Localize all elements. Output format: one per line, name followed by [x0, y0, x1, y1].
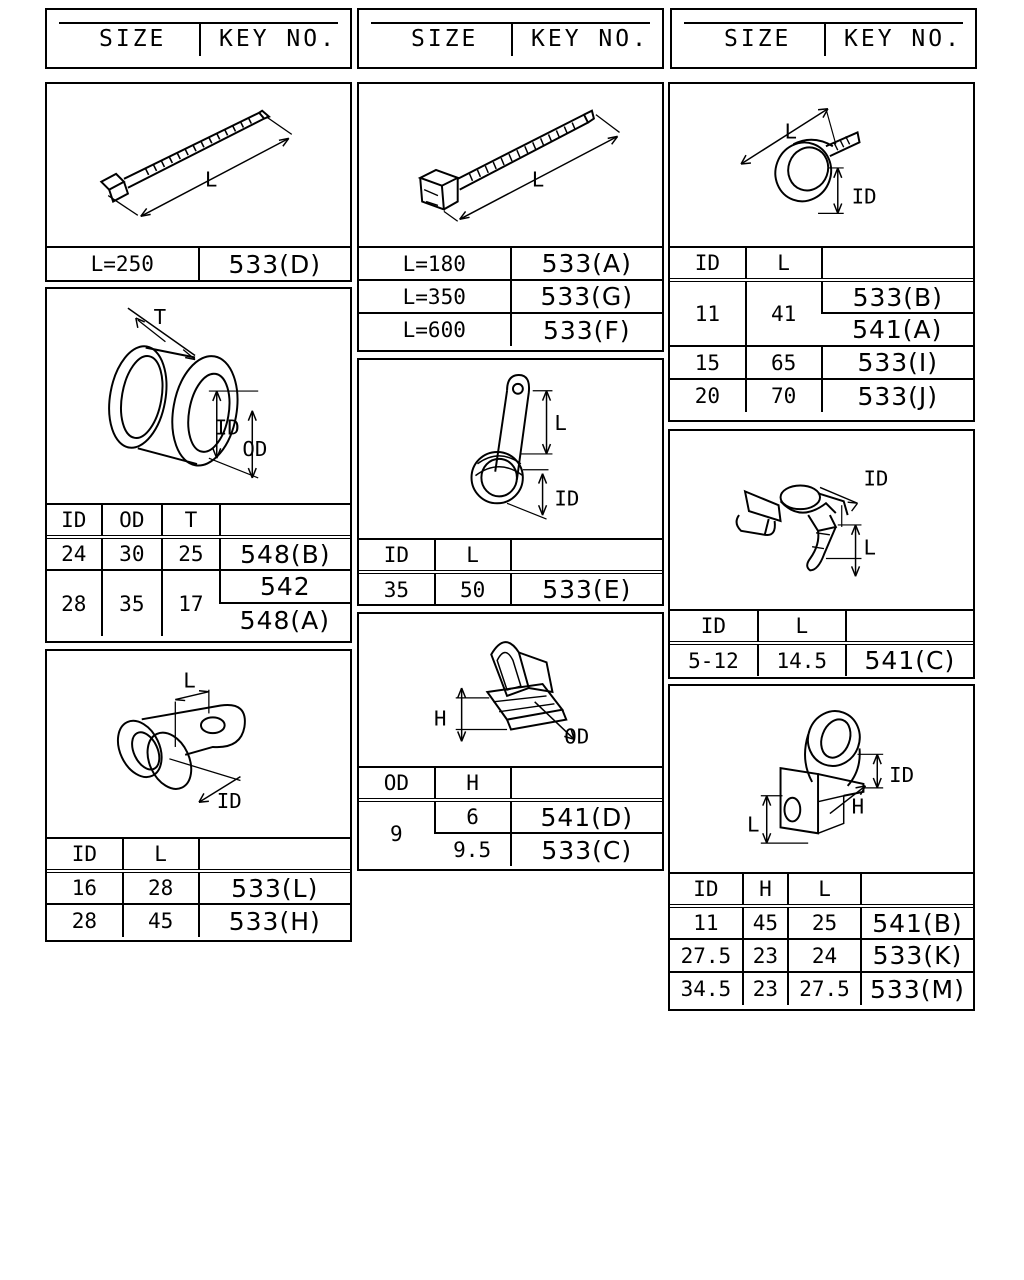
eye-clamp-table	[47, 837, 350, 937]
col-header: OD	[102, 504, 163, 537]
key-cell: 533(C)	[511, 833, 663, 866]
dim-label-L: L	[183, 668, 196, 693]
l-cell: 28	[123, 871, 199, 904]
header-key-label: KEY NO.	[844, 26, 962, 52]
dim-label-L: L	[863, 535, 876, 560]
push-clip-table	[359, 766, 662, 866]
col-header: L	[435, 539, 511, 572]
key-cell: 533(H)	[199, 904, 351, 937]
l-cell: 41	[746, 280, 822, 346]
dim-label-ID: ID	[216, 789, 242, 814]
header-size-label: SIZE	[724, 26, 792, 52]
l-cell: 25	[788, 906, 861, 939]
table-header-row	[359, 767, 662, 800]
col-header	[861, 873, 973, 906]
header-divider	[511, 24, 513, 56]
header-divider	[824, 24, 826, 56]
col-header: ID	[47, 504, 102, 537]
ring-clip-panel	[668, 82, 975, 422]
l-cell: 24	[788, 939, 861, 972]
table-row	[670, 972, 973, 1005]
dim-label-OD: OD	[242, 437, 268, 462]
id-cell: 35	[359, 572, 435, 605]
spring-clip-drawing	[670, 431, 973, 609]
tab-clamp-table	[359, 538, 662, 605]
dim-label-ID: ID	[863, 466, 889, 491]
table-row	[47, 537, 350, 570]
t-cell: 17	[162, 570, 220, 636]
dim-label-T: T	[153, 304, 167, 329]
col-header	[822, 247, 974, 280]
id-cell: 15	[670, 346, 746, 379]
table-header-row	[670, 610, 973, 643]
col-header	[511, 767, 663, 800]
l-cell: 14.5	[758, 643, 846, 676]
h-cell: 23	[743, 939, 788, 972]
key-cell: 533(A)	[511, 247, 663, 280]
size-cell: L=180	[359, 247, 511, 280]
table-row	[359, 247, 662, 280]
col-header: ID	[670, 247, 746, 280]
key-cell: 533(J)	[822, 379, 974, 412]
bracket-clamp-table	[670, 872, 973, 1005]
dim-label-H: H	[434, 706, 447, 731]
key-cell: 533(M)	[861, 972, 973, 1005]
l-cell: 45	[123, 904, 199, 937]
grommet-drawing	[47, 289, 350, 503]
dim-label-ID: ID	[214, 415, 240, 440]
header-size-label: SIZE	[411, 26, 479, 52]
key-cell: 541(A)	[822, 313, 974, 346]
dim-label-ID: ID	[889, 762, 915, 787]
cable-tie-long-drawing	[359, 84, 662, 246]
l-cell: 70	[746, 379, 822, 412]
col-header: L	[788, 873, 861, 906]
dim-label-H: H	[851, 794, 865, 819]
eye-clamp-panel	[45, 649, 352, 942]
h-cell: 9.5	[435, 833, 511, 866]
id-cell: 16	[47, 871, 123, 904]
id-cell: 34.5	[670, 972, 743, 1005]
col-header: H	[743, 873, 788, 906]
tab-clamp-panel	[357, 358, 664, 606]
table-row	[359, 800, 662, 833]
l-cell: 27.5	[788, 972, 861, 1005]
id-cell: 5-12	[670, 643, 758, 676]
header-col-3	[670, 8, 977, 69]
dim-label-ID: ID	[554, 486, 580, 511]
od-cell: 35	[102, 570, 163, 636]
table-header-row	[670, 247, 973, 280]
l-cell: 65	[746, 346, 822, 379]
table-row	[670, 939, 973, 972]
cable-tie-long-table	[359, 246, 662, 346]
key-cell: 533(E)	[511, 572, 663, 605]
table-row	[47, 247, 350, 280]
header-key-label: KEY NO.	[531, 26, 649, 52]
dim-label-L: L	[204, 167, 218, 192]
key-cell: 533(L)	[199, 871, 351, 904]
key-cell: 542	[220, 570, 350, 603]
id-cell: 11	[670, 280, 746, 346]
col-header	[199, 838, 351, 871]
col-header: L	[758, 610, 846, 643]
key-cell: 533(K)	[861, 939, 973, 972]
key-cell: 548(B)	[220, 537, 350, 570]
push-clip-drawing	[359, 614, 662, 766]
tab-clamp-drawing	[359, 360, 662, 538]
col-header: OD	[359, 767, 435, 800]
header-size-label: SIZE	[99, 26, 167, 52]
dim-label-L: L	[746, 812, 760, 837]
size-cell: L=250	[47, 247, 199, 280]
id-cell: 27.5	[670, 939, 743, 972]
table-header-row	[359, 539, 662, 572]
h-cell: 45	[743, 906, 788, 939]
ring-clip-table	[670, 246, 973, 412]
dim-label-L: L	[784, 119, 797, 144]
key-cell: 533(B)	[822, 280, 974, 313]
od-cell: 30	[102, 537, 163, 570]
dim-label-OD: OD	[564, 724, 590, 749]
spring-clip-panel	[668, 429, 975, 679]
key-cell: 533(D)	[199, 247, 351, 280]
table-row	[47, 570, 350, 603]
col-header	[846, 610, 973, 643]
grommet-table	[47, 503, 350, 636]
table-header-row	[47, 504, 350, 537]
table-row	[670, 346, 973, 379]
od-cell: 9	[359, 800, 435, 866]
table-row	[670, 280, 973, 313]
size-cell: L=350	[359, 280, 511, 313]
dim-label-L: L	[554, 411, 567, 436]
table-row	[47, 904, 350, 937]
bracket-clamp-drawing	[670, 686, 973, 872]
id-cell: 28	[47, 904, 123, 937]
spring-clip-table	[670, 609, 973, 676]
col-header: ID	[670, 873, 743, 906]
l-cell: 50	[435, 572, 511, 605]
h-cell: 23	[743, 972, 788, 1005]
table-row	[670, 906, 973, 939]
eye-clamp-drawing	[47, 651, 350, 837]
table-row	[359, 572, 662, 605]
header-divider	[199, 24, 201, 56]
grommet-panel	[45, 287, 352, 643]
t-cell: 25	[162, 537, 220, 570]
dim-label-L: L	[531, 167, 545, 192]
key-cell: 533(I)	[822, 346, 974, 379]
col-header	[220, 504, 350, 537]
ring-clip-drawing	[670, 84, 973, 246]
key-cell: 541(D)	[511, 800, 663, 833]
key-cell: 533(G)	[511, 280, 663, 313]
cable-tie-short-table	[47, 246, 350, 280]
cable-tie-long-panel	[357, 82, 664, 352]
h-cell: 6	[435, 800, 511, 833]
table-row	[670, 379, 973, 412]
key-cell: 541(B)	[861, 906, 973, 939]
id-cell: 24	[47, 537, 102, 570]
cable-tie-short-drawing	[47, 84, 350, 246]
col-header: L	[123, 838, 199, 871]
col-header: L	[746, 247, 822, 280]
col-header: H	[435, 767, 511, 800]
size-cell: L=600	[359, 313, 511, 346]
dim-label-ID: ID	[851, 184, 877, 209]
col-header: T	[162, 504, 220, 537]
push-clip-panel	[357, 612, 664, 871]
table-header-row	[47, 838, 350, 871]
table-header-row	[670, 873, 973, 906]
id-cell: 28	[47, 570, 102, 636]
header-key-label: KEY NO.	[219, 26, 337, 52]
col-header: ID	[359, 539, 435, 572]
key-cell: 548(A)	[220, 603, 350, 636]
table-row	[359, 313, 662, 346]
bracket-clamp-panel	[668, 684, 975, 1011]
col-header	[511, 539, 663, 572]
table-row	[359, 280, 662, 313]
table-row	[47, 871, 350, 904]
table-row	[670, 643, 973, 676]
header-col-1	[45, 8, 352, 69]
col-header: ID	[47, 838, 123, 871]
key-cell: 533(F)	[511, 313, 663, 346]
key-cell: 541(C)	[846, 643, 973, 676]
cable-tie-short-panel	[45, 82, 352, 282]
id-cell: 11	[670, 906, 743, 939]
col-header: ID	[670, 610, 758, 643]
header-col-2	[357, 8, 664, 69]
id-cell: 20	[670, 379, 746, 412]
